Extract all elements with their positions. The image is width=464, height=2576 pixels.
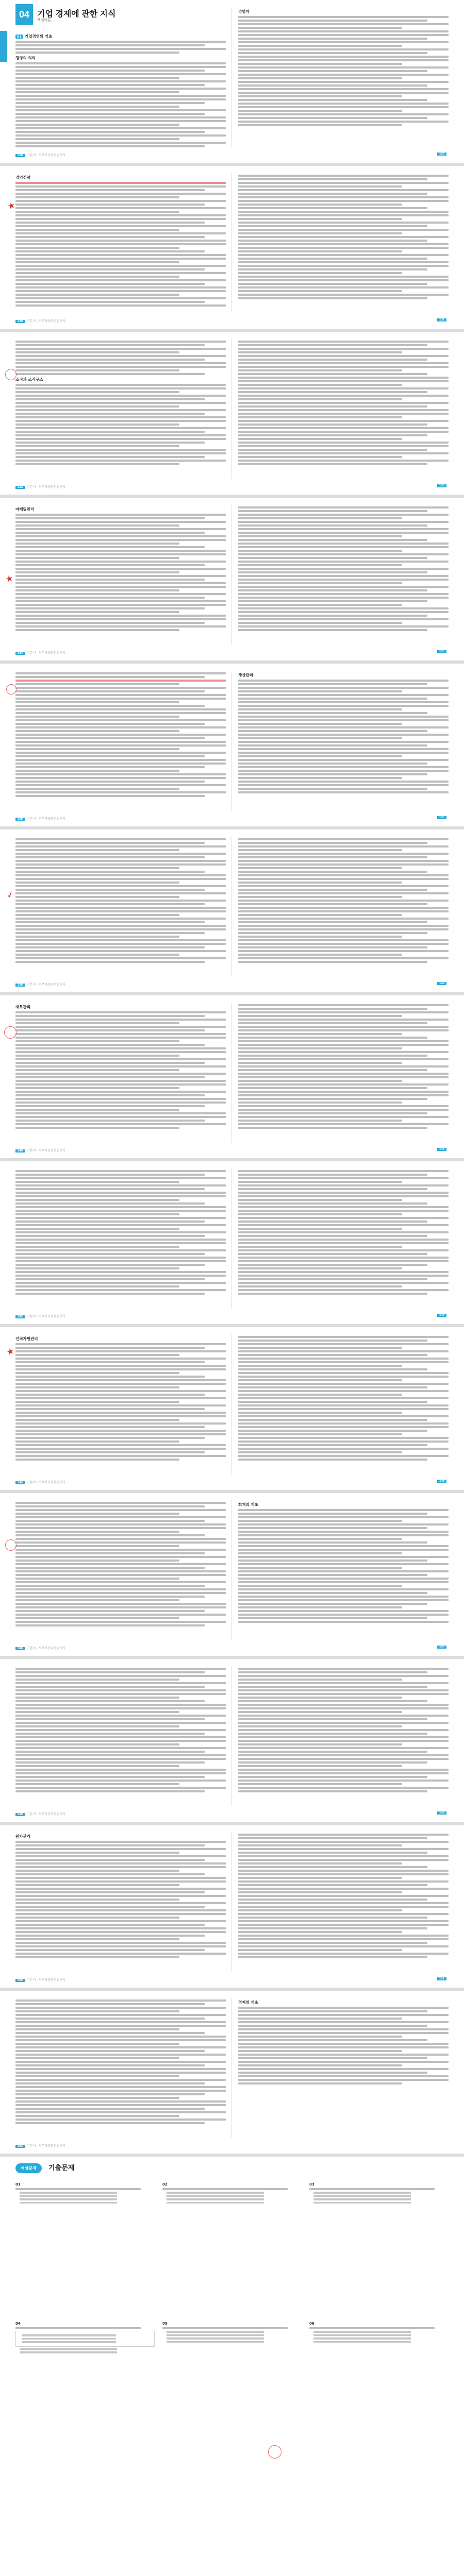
page-footer: 152 기본서 · 사무자동화산업기사 bbox=[15, 2143, 449, 2149]
column-left bbox=[15, 173, 226, 308]
column-right bbox=[238, 339, 449, 467]
page-footer: 146 기본서 · 사무자동화산업기사 147 bbox=[15, 1646, 449, 1652]
annotation-mark: ★ bbox=[7, 201, 16, 211]
column-left bbox=[15, 1832, 226, 1960]
annotation-circle bbox=[6, 684, 16, 694]
page-5 bbox=[0, 664, 464, 829]
page-footer: 130 기본서 · 사무자동화산업기사 131 bbox=[15, 318, 449, 325]
annotation-circle bbox=[268, 2445, 281, 2459]
section-heading: 마케팅관리 bbox=[15, 507, 35, 512]
page-10 bbox=[0, 1493, 464, 1659]
question: 06 bbox=[309, 2321, 449, 2344]
page-8 bbox=[0, 1161, 464, 1327]
column-right bbox=[238, 1003, 449, 1130]
column-right bbox=[238, 505, 449, 633]
column-left bbox=[15, 1666, 226, 1794]
exam-page-1 bbox=[0, 2157, 464, 2576]
chapter-subtitle: 핵심이론 bbox=[37, 18, 52, 22]
column-right bbox=[238, 1832, 449, 1960]
page-6 bbox=[0, 829, 464, 995]
page-footer: 134 기본서 · 사무자동화산업기사 135 bbox=[15, 650, 449, 656]
page-7 bbox=[0, 995, 464, 1161]
page-footer: 132 기본서 · 사무자동화산업기사 133 bbox=[15, 484, 449, 490]
annotation-mark: ★ bbox=[5, 574, 14, 584]
page-1 bbox=[0, 0, 464, 166]
column-left bbox=[15, 32, 226, 149]
question: 04 bbox=[15, 2321, 155, 2355]
exam-label: 예상문제 bbox=[15, 2163, 42, 2173]
section-heading: 조직과 조직구조 bbox=[15, 377, 43, 382]
section-heading: 경영자 bbox=[238, 9, 250, 14]
page-4 bbox=[0, 498, 464, 664]
column-left bbox=[15, 1003, 226, 1130]
annotation-circle bbox=[5, 369, 16, 380]
page-footer: 136 기본서 · 사무자동화산업기사 137 bbox=[15, 816, 449, 822]
column-right bbox=[238, 173, 449, 301]
column-left bbox=[15, 1998, 226, 2126]
section-heading: 생산관리 bbox=[238, 673, 253, 677]
page-3 bbox=[0, 332, 464, 498]
column-right bbox=[238, 7, 449, 128]
column-right bbox=[238, 671, 449, 795]
annotation-mark: ★ bbox=[6, 1347, 15, 1357]
page-2 bbox=[0, 166, 464, 332]
section-heading: 회계의 기초 bbox=[238, 1502, 258, 1507]
question: 05 bbox=[162, 2321, 302, 2344]
annotation-circle bbox=[4, 1026, 16, 1039]
page-footer: 150 기본서 · 사무자동화산업기사 151 bbox=[15, 1977, 449, 1984]
section-heading: 재무관리 bbox=[15, 1005, 30, 1009]
chapter-title: 기업 경제에 관한 지식 bbox=[37, 10, 116, 19]
exam-title: 기출문제 bbox=[48, 2164, 75, 2172]
column-right bbox=[238, 1500, 449, 1624]
section-heading: 01 기업경영의 기초 bbox=[15, 33, 226, 39]
section-heading: 원가관리 bbox=[15, 1834, 30, 1839]
side-tab bbox=[0, 31, 7, 62]
question: 02 bbox=[162, 2182, 302, 2205]
column-left bbox=[15, 671, 226, 799]
column-right bbox=[238, 1666, 449, 1794]
column-right bbox=[238, 837, 449, 964]
column-left bbox=[15, 1500, 226, 1628]
annotation-mark: ✓ bbox=[6, 890, 14, 901]
page-footer: 142 기본서 · 사무자동화산업기사 143 bbox=[15, 1314, 449, 1320]
page-footer: 148 기본서 · 사무자동화산업기사 149 bbox=[15, 1811, 449, 1818]
column-left bbox=[15, 339, 226, 467]
column-right bbox=[238, 1998, 449, 2086]
column-right bbox=[238, 1168, 449, 1296]
page-footer: 144 기본서 · 사무자동화산업기사 145 bbox=[15, 1480, 449, 1486]
section-heading: 경영전략 bbox=[15, 175, 30, 180]
page-footer: 138 기본서 · 사무자동화산업기사 139 bbox=[15, 982, 449, 988]
column-left bbox=[15, 505, 226, 633]
annotation-circle bbox=[5, 1539, 16, 1551]
section-heading: 경영의 의의 bbox=[15, 56, 36, 60]
section-heading: 경제의 기초 bbox=[238, 2000, 258, 2005]
chapter-number: 04 bbox=[15, 4, 33, 25]
page-9 bbox=[0, 1327, 464, 1493]
question: 03 bbox=[309, 2182, 449, 2205]
column-left bbox=[15, 1334, 226, 1462]
section-heading: 인적자원관리 bbox=[15, 1336, 38, 1341]
page-13 bbox=[0, 1991, 464, 2157]
page-footer: 128 기본서 · 사무자동화산업기사 129 bbox=[15, 152, 449, 159]
page-12 bbox=[0, 1825, 464, 1991]
column-left bbox=[15, 837, 226, 964]
question: 01 bbox=[15, 2182, 155, 2205]
exam-header bbox=[15, 2162, 459, 2173]
page-footer: 140 기본서 · 사무자동화산업기사 141 bbox=[15, 1148, 449, 1154]
page-11 bbox=[0, 1659, 464, 1825]
column-left bbox=[15, 1168, 226, 1296]
column-right bbox=[238, 1334, 449, 1462]
